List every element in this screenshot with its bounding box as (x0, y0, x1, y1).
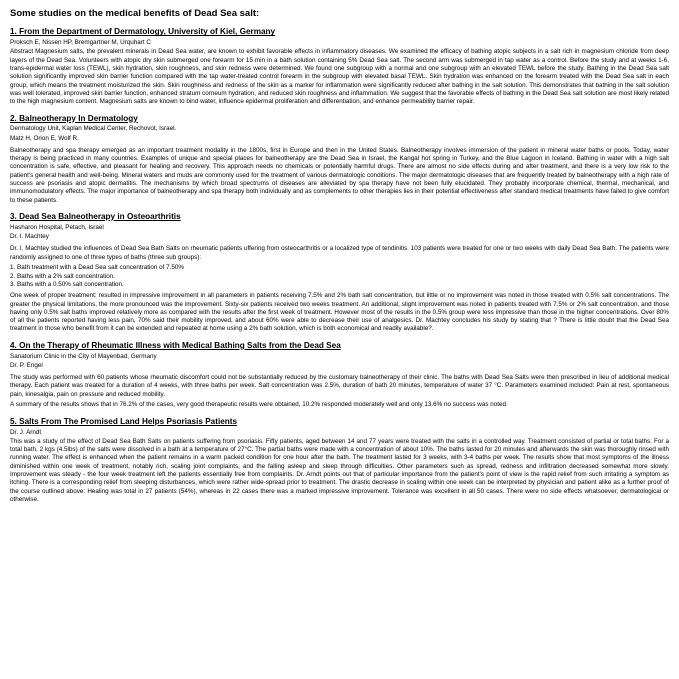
study-paragraph: The study was performed with 60 patients whose rheumatic discomfort could not be substantially reduced by the customary balneotherapy of their clinic. The baths with Dead Sea Salts were then prescribed in lieu of additional medical therapy. Each patient was treated for a duration of 4 weeks, with three baths per week. Salt concentration was 2.5%, duration of bath 20 minutes, temperature of water 37 °C. Parameters examined included: Pain at rest, spontaneous pain, kinesalgia, pain on pressure and reduced mobility. (10, 374, 669, 398)
study-affiliation: Hasharon Hospital, Petach, Israel (10, 223, 104, 231)
study-authors: Dr. I. Machtey (10, 232, 49, 240)
study-paragraph: One week of proper treatment: resulted in impressive improvement in all parameters in patients receiving 7.5% and 2% bath salt concentration, but little or no improvement was noted in those treated with 0.5% salt concentrations. The greater the physical limitations, the more pronounced was the improvement. Sixty-six patients received two weeks treatment. An additional, slight improvement was noted in patients treated with 7.5% or 2% salt concentration, and those having only 0.5% salt baths improved relatively more as compared with the results after the first week of treatment. However most of the results in the 0.5% group were less impressive than those in the higher concentrations. Over 80% of all the patients reported having less pain, 70% said their mobility improved, and about 60% were able to decrease their use of analgesics. Dr. Machtey concludes his study by stating that ? There is little doubt that the Dead Sea treatment in those who benefit from it can be extended and repeated at home using a 2% bath solution, which is both economical and readily available?. (10, 292, 669, 333)
study-heading: 3. Dead Sea Balneotherapy in Osteoarthritis (10, 211, 181, 221)
study-authors: Dr. J. Arndt (10, 428, 42, 436)
study-section-4 (10, 341, 669, 410)
study-heading: 4. On the Therapy of Rheumatic Illness with Medical Bathing Salts from the Dead Sea (10, 340, 341, 350)
study-paragraph: Abstract Magnesium salts, the prevalent minerals in Dead Sea water, are known to exhibit favorable effects in inflammatory diseases. We examined the efficacy of bathing atopic subjects in a salt rich in magnesium chloride from deep layers of the Dead Sea. Volunteers with atopic dry skin submerged one forearm for 15 min in a bath solution containing 5% Dead Sea salt. The second arm was submerged in tap water as a control. Before the study and at weeks 1-6, trans-epidermal water loss (TEWL), skin hydration, skin roughness, and skin redness were determined. We found one subgroup with a normal and one subgroup with an elevated TEWL before the study. Bathing in the Dead Sea salt solution significantly improved skin barrier function compared with the tap water-treated control forearm in the subgroup with elevated basal TEWL. Skin hydration was enhanced on the forearm treated with the Dead Sea salt in each group, which means the treatment moisturized the skin. Skin roughness and redness of the skin as a marker for inflammation were significantly reduced after bathing in the salt solution. This demonstrates that bathing in the salt solution was well tolerated, improved skin barrier function, enhanced stratum corneum hydration, and reduced skin roughness and inflammation. We suggest that the favorable effects of bathing in the Dead Sea salt solution are most likely related to the high magnesium content. Magnesium salts are known to bind water, influence epidermal proliferation and differentiation, and enhance permeability barrier repair. (10, 48, 669, 106)
list-item: 2. Baths with a 2% salt concentration. (10, 272, 116, 280)
study-paragraph: This was a study of the effect of Dead Sea Bath Salts on patients suffering from psoriasis. Fifty patients, aged between 14 and 77 years were treated with the salts in a controlled way. Treatment consisted of partial or total baths. For a total bath, 2 kgs (4.5lbs) of the salts were dissolved in a bath at a temperature of 27°C. The partial baths were made with a concentration of about 10%. The baths lasted for 20 minutes and afterwards the skin was thoroughly rinsed with running water. The effect is enhanced when the patient remains in a warm packed condition for one hour after the bath. The treatment lasted for 3 weeks, with 3-4 baths per week. The results show that most symptoms of the illness diminished within one week of treatment, notably rich, scaling joint complaints, and the falling asleep and sleep through difficulties. Other parameters such as spread, redness and infiltration decreased somewhat more slowly. Improvement was steady - the four week treatment left the patients essentially free from complaints. Dr. Arndt points out that of particular importance from the patient's point of view is the rapid relief from such irritating a symptom as itching. There is a corresponding relief from sleeping disturbances, which were rather wide-spread prior to treatment. The drastic decrease in scaling within one week can be interpreted by physician and patient alike as a further proof of the course outlined above: Healing was total in 27 patients (54%), whereas in 22 cases there was a marked impressive improvement. Tolerance was excellent in all 50 cases. There were no side effects whatsoever, dermatological or otherwise. (10, 437, 669, 503)
study-section-5 (10, 417, 669, 504)
list-item: 1. Bath treatment with a Dead Sea salt concentration of 7.50% (10, 264, 184, 272)
study-heading: 5. Salts From The Promised Land Helps Psoriasis Patients (10, 416, 238, 426)
study-section-2 (10, 114, 669, 205)
study-paragraph: A summary of the results shows that in 76.2% of the cases, very good therapeutic results were obtained, 10.2% responded moderately well and only 13.6% no success was noted. (10, 401, 508, 409)
study-heading: 1. From the Department of Dermatology, University of Kiel, Germany (10, 27, 276, 37)
list-item: 3. Baths with a 0.50% salt concentration. (10, 280, 124, 288)
study-affiliation: Sanatorium Clinic in the City of Mayenbad, Germany (10, 352, 157, 360)
study-section-3 (10, 212, 669, 334)
study-paragraph: Balneotherapy and spa therapy emerged as an important treatment modality in the 1800s, first in Europe and then in the United States. Balneotherapy involves immersion of the patient in mineral water baths or pools. Today, water therapy is being practiced in many countries. Examples of unique and special places for balneotherapy are the Dead Sea in Israel, the Kangal hot spring in Turkey, and the Blue Lagoon in Iceland. Bathing in water with a high salt concentration is safe, effective, and pleasant for healing and recovery. This approach needs no chemicals or potentially harmful drugs. There are almost no side effects during and after treatment, and there is a very low risk to the patient's general health and well-being. Mineral waters and muds are commonly used for the treatment of various dermatologic conditions. The major dermatologic diseases that are frequently treated by balneotherapy with a high rate of success are psoriasis and atopic dermatitis. The mechanisms by which broad spectrums of diseases are alleviated by spa therapy have not been fully elucidated. They probably incorporate chemical, thermal, mechanical, and immunomodulatory effects. The major importance of balneotherapy and spa therapy both individually and as complements to other therapies lies in their potential effectiveness after standard medical treatments have failed to give comfort to these patients. (10, 146, 669, 204)
study-authors: Matz H, Orion E, Wolf R. (10, 134, 79, 142)
page-title: Some studies on the medical benefits of Dead Sea salt: (10, 8, 260, 19)
study-authors: Dr. P. Engel (10, 361, 43, 369)
study-section-1 (10, 27, 669, 106)
bath-group-list (10, 264, 669, 289)
study-affiliation: Dermatology Unit, Kaplan Medical Center, Rechovot, Israel. (10, 125, 177, 133)
study-paragraph: Dr. I. Machtey studied the influences of Dead Sea Bath Salts on rheumatic patients uffering from osteocarthritis or a localized type of tendinitis. 103 patients were treated for one or two weeks with daily Dead Sea Bath. The patients were randomly assigned to one of three types of baths (three sub groups): (10, 245, 669, 261)
study-authors: Proksch E, Nissen HP, Bremgartner M, Urquhart C (10, 39, 151, 47)
study-heading: 2. Balneotherapy In Dermatology (10, 113, 138, 123)
